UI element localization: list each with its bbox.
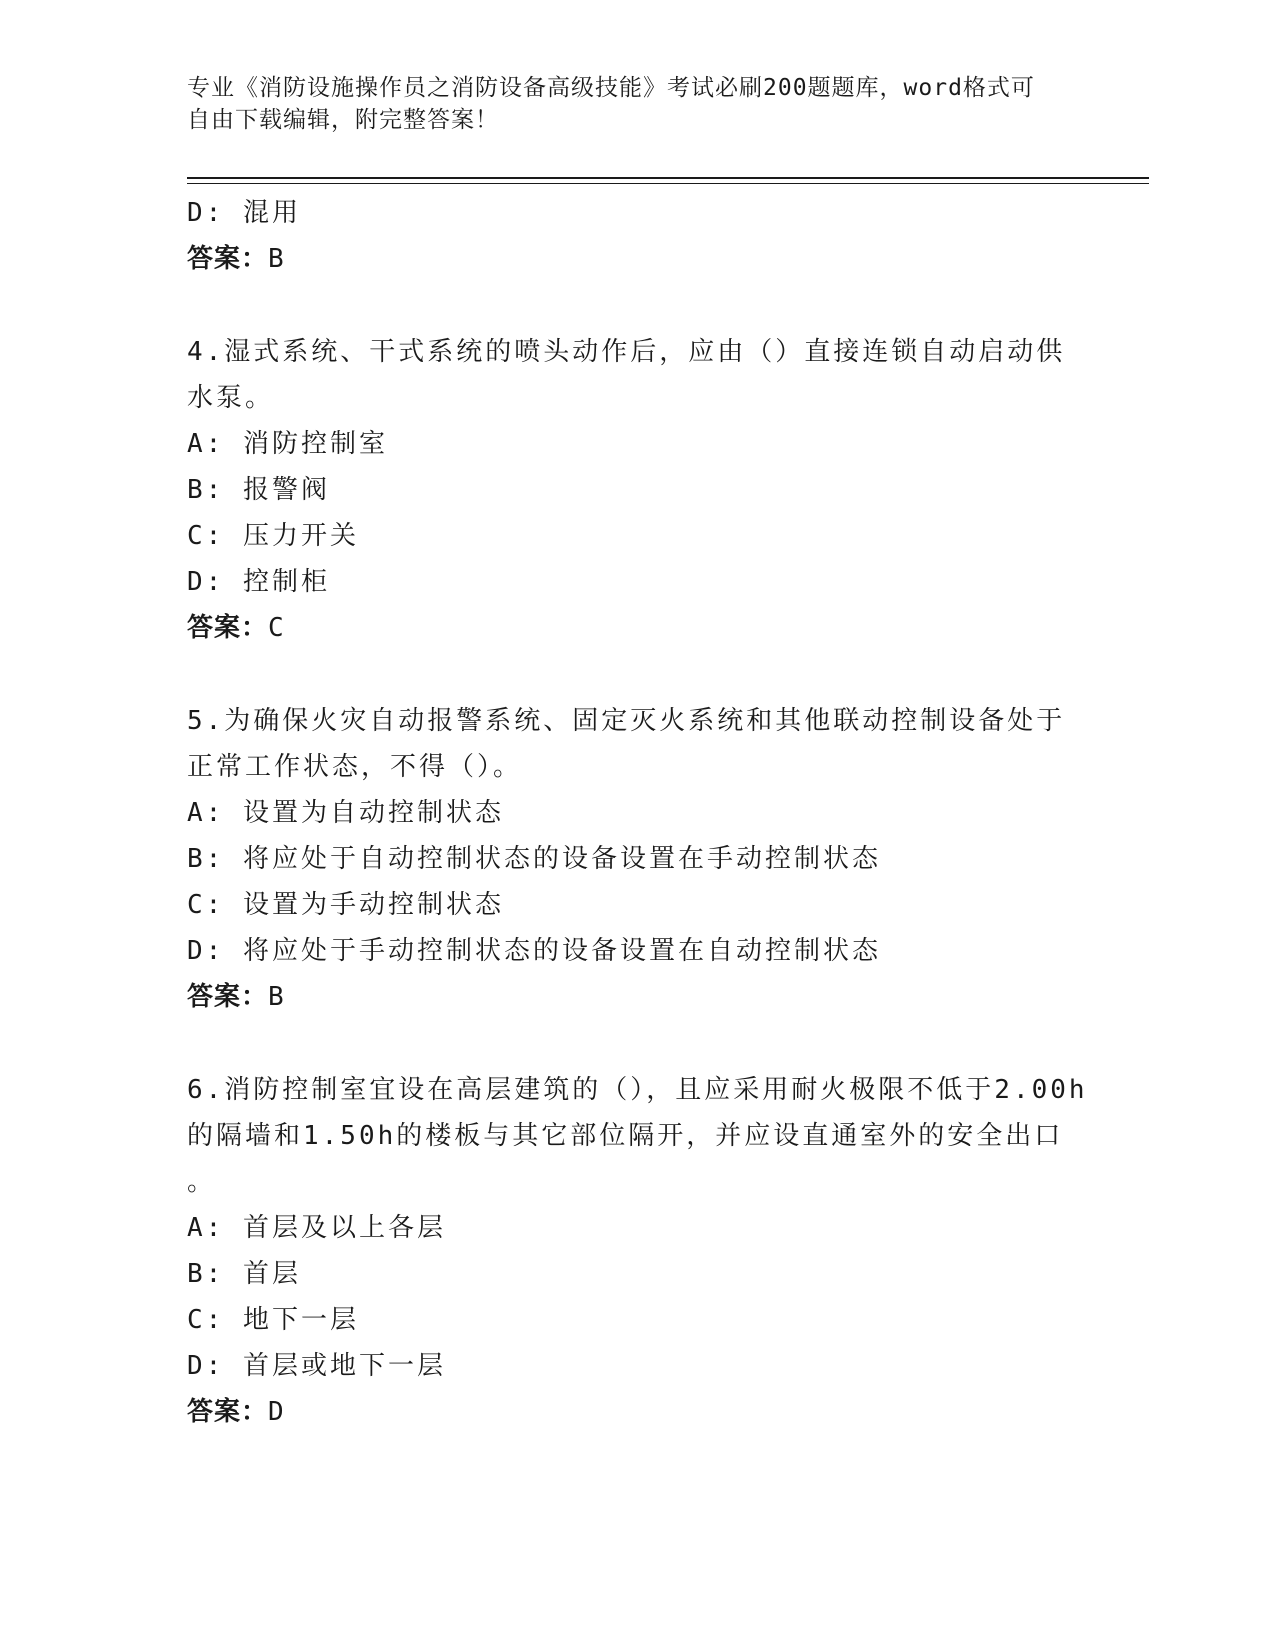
- question-stem-line: 水泵。: [187, 383, 275, 413]
- question-stem-line: 5.为确保火灾自动报警系统、固定灭火系统和其他联动控制设备处于: [187, 706, 1066, 736]
- option-b: B: 报警阀: [187, 475, 330, 505]
- option-c: C: 设置为手动控制状态: [187, 890, 504, 920]
- option-a: A: 设置为自动控制状态: [187, 798, 504, 828]
- answer-label: 答案：: [187, 1397, 269, 1427]
- header-title-line-1: 专业《消防设施操作员之消防设备高级技能》考试必刷200题题库，word格式可: [187, 75, 1035, 101]
- answer-value: C: [268, 613, 285, 643]
- option-a: A: 消防控制室: [187, 429, 388, 459]
- answer-value: D: [268, 1397, 285, 1427]
- answer-line: [187, 1389, 1087, 1435]
- answer-line: [187, 605, 1087, 651]
- header-divider-thick: [187, 177, 1149, 179]
- question-stem-line: 6.消防控制室宜设在高层建筑的（），且应采用耐火极限不低于2.00h: [187, 1075, 1088, 1105]
- option-d: D: 首层或地下一层: [187, 1351, 446, 1381]
- answer-value: B: [268, 244, 285, 274]
- question-stem-line: 。: [187, 1167, 217, 1197]
- option-b: B: 将应处于自动控制状态的设备设置在手动控制状态: [187, 844, 881, 874]
- option-d: D: 将应处于手动控制状态的设备设置在自动控制状态: [187, 936, 881, 966]
- answer-line: [187, 236, 1087, 282]
- question-5: [187, 698, 1087, 1020]
- answer-label: 答案：: [187, 613, 269, 643]
- answer-label: 答案：: [187, 244, 269, 274]
- question-stem-line: 的隔墙和1.50h的楼板与其它部位隔开，并应设直通室外的安全出口: [187, 1121, 1064, 1151]
- option-a: A: 首层及以上各层: [187, 1213, 446, 1243]
- header-divider-thin: [187, 183, 1149, 184]
- answer-label: 答案：: [187, 982, 269, 1012]
- answer-value: B: [268, 982, 285, 1012]
- header-title-line-2: 自由下载编辑，附完整答案！: [187, 107, 499, 133]
- option-b: B: 首层: [187, 1259, 301, 1289]
- option-d: D: 控制柜: [187, 567, 330, 597]
- answer-line: [187, 974, 1087, 1020]
- option-c: C: 压力开关: [187, 521, 359, 551]
- question-stem-line: 正常工作状态，不得（）。: [187, 752, 523, 782]
- question-list: [187, 190, 1087, 1435]
- document-header: [187, 72, 1067, 136]
- previous-question-tail: [187, 190, 1087, 282]
- option-c: C: 地下一层: [187, 1305, 359, 1335]
- question-6: [187, 1067, 1087, 1435]
- question-4: [187, 329, 1087, 651]
- option-d: D: 混用: [187, 198, 301, 228]
- question-stem-line: 4.湿式系统、干式系统的喷头动作后，应由（）直接连锁自动启动供: [187, 337, 1066, 367]
